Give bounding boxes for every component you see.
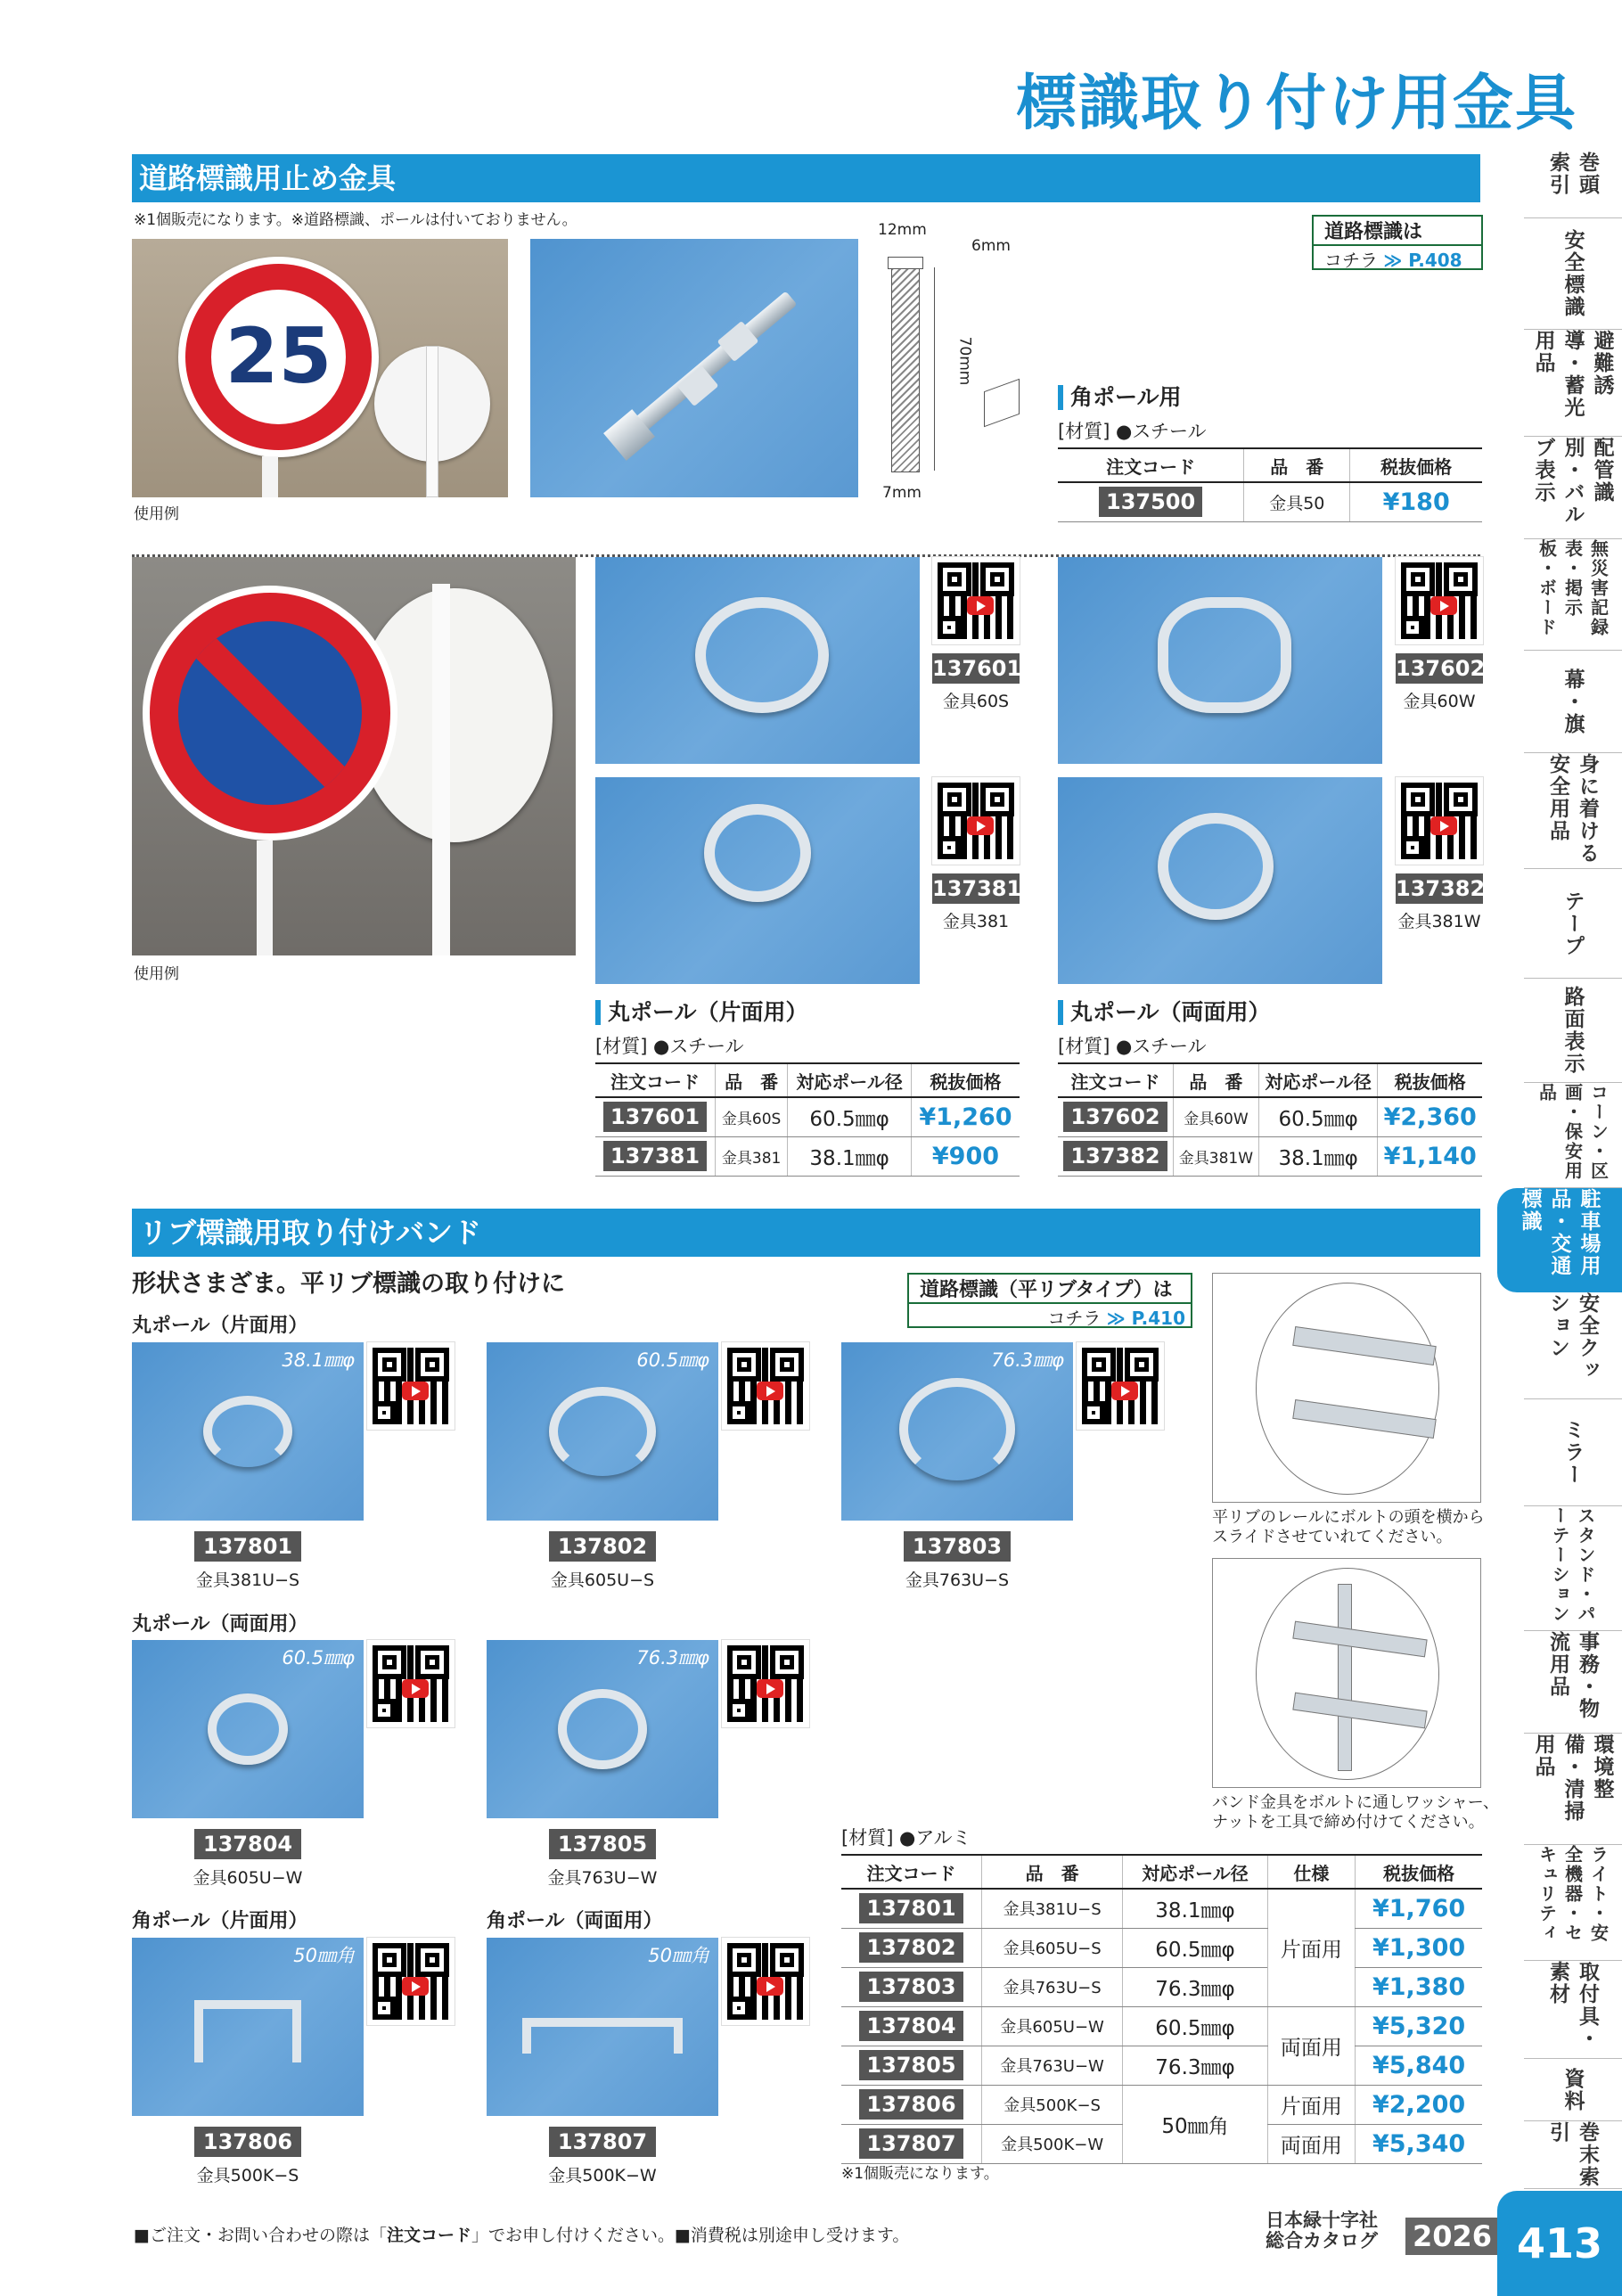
product-photo-137601 [595,557,920,764]
youtube-play-icon [1111,1382,1138,1400]
sidebar-tab[interactable]: 配管識別・バルブ表示 [1524,437,1622,539]
dim-70mm: 70mm [955,336,974,386]
round-double-material: [材質] ●スチール [1058,1036,1207,1057]
product-code: 137806 [194,2127,301,2157]
product-code: 137801 [194,1531,301,1562]
product-photo-137602 [1058,557,1382,764]
sidebar-tab[interactable]: 避難誘導・蓄光用品 [1524,330,1622,437]
product-name: 金具381 [942,912,1010,931]
table-row: 137804 金具605U−W 60.5㎜φ 両面用 ¥5,320 [841,2006,1482,2046]
nut-drawing [984,379,1020,428]
bolt-drawing [891,267,920,472]
youtube-play-icon [1430,816,1457,835]
ref-prefix: コチラ [1047,1308,1102,1329]
rib-photo-137801: 38.1㎜φ [132,1342,364,1521]
qr-code-icon[interactable] [1396,777,1483,865]
group-round-single: 丸ポール（片面用） [132,1315,308,1337]
rib-photo-137805: 76.3㎜φ [487,1640,718,1818]
table-row: 137801 金具381U−S 38.1㎜φ 片面用 ¥1,760 [841,1889,1482,1928]
product-photo-137382 [1058,777,1382,984]
sale-note: ※1個販売になります。※道路標識、ポールは付いておりません。 [134,211,578,229]
rib-photo-137802: 60.5㎜φ [487,1342,718,1521]
usage-label-2: 使用例 [134,965,179,983]
rib-photo-137807: 50㎜角 [487,1938,718,2116]
bolt-photo [530,239,858,497]
section-heading-rib: リブ標識用取り付けバンド [132,1209,1480,1257]
product-name: 金具381W [1397,912,1481,931]
product-name: 金具60W [1403,692,1476,711]
sidebar-tab[interactable]: ミラー [1524,1399,1622,1506]
product-code: 137803 [904,1531,1011,1562]
ref-title: 道路標識は [1324,221,1423,243]
product-name: 金具500K−S [196,2166,299,2185]
round-single-material: [材質] ●スチール [595,1036,744,1057]
ref-link[interactable]: ≫ P.408 [1383,250,1462,271]
rib-rail-caption: 平リブのレールにボルトの頭を横から スライドさせていれてください。 [1212,1508,1485,1546]
qr-code-icon[interactable] [367,1342,455,1430]
catalog-year: 2026 [1405,2218,1499,2255]
sidebar-tab[interactable]: 駐車場用品・交通標識 [1497,1188,1622,1292]
round-double-table: 注文コード 品 番 対応ポール径 税抜価格 137602 金具60W 60.5㎜φ ¥2,360 137382 金具381W 38.1㎜φ ¥1,140 [1058,1062,1482,1177]
band-mount-caption: バンド金具をボルトに通しワッシャー、 ナットを工具で締め付けてください。 [1212,1793,1500,1832]
square-pole-material: [材質] ●スチール [1058,421,1207,442]
table-row: 137381 金具381 38.1㎜φ ¥900 [595,1136,1020,1176]
product-code: 137382 [1396,873,1483,904]
sidebar-tab[interactable]: テープ [1524,869,1622,979]
youtube-play-icon [967,596,994,615]
sign-photo [132,239,508,497]
rib-tagline: 形状さまざま。平リブ標識の取り付けに [132,1270,565,1298]
youtube-play-icon [402,1382,429,1400]
qr-code-icon[interactable] [722,1342,809,1430]
youtube-play-icon [757,1977,783,1996]
youtube-play-icon [757,1382,783,1400]
rib-photo-137803: 76.3㎜φ [841,1342,1073,1521]
page-title: 標識取り付け用金具 [1015,69,1577,139]
table-row: 137382 金具381W 38.1㎜φ ¥1,140 [1058,1136,1482,1176]
sidebar-tab[interactable]: 事務・物流用品 [1524,1631,1622,1734]
youtube-play-icon [757,1679,783,1698]
sidebar-tab[interactable]: 環境整備・清掃用品 [1524,1734,1622,1845]
section-heading-road-sign: 道路標識用止め金具 [132,154,1480,202]
group-square-single: 角ポール（片面用） [132,1910,308,1932]
page-number: 413 [1497,2191,1622,2296]
dim-12mm: 12mm [878,221,927,239]
ref-title: 道路標識（平リブタイプ）は [920,1279,1173,1301]
product-code: 137804 [194,1829,301,1859]
round-double-heading: 丸ポール（両面用） [1058,1000,1271,1025]
product-code: 137381 [932,873,1020,904]
product-code: 137601 [932,653,1020,684]
sidebar-tab[interactable]: スタンド・パーテーション [1524,1506,1622,1631]
qr-code-icon[interactable] [1396,557,1483,644]
product-name: 金具381U−S [195,1570,300,1590]
qr-code-icon[interactable] [1077,1342,1164,1430]
catalog-name: 日本緑十字社 総合カタログ [1266,2210,1378,2251]
sidebar-tab[interactable]: コーン・区画・保安用品 [1524,1083,1622,1188]
qr-code-icon[interactable] [932,557,1020,644]
dim-7mm: 7mm [882,484,922,502]
dim-6mm: 6mm [971,237,1011,255]
table-row: 137806 金具500K−S 50㎜角 片面用 ¥2,200 [841,2085,1482,2124]
table-row: 137500 金具50 ¥180 [1058,482,1482,521]
rib-photo-137806: 50㎜角 [132,1938,364,2116]
rib-price-table: 注文コード 品 番 対応ポール径 仕様 税抜価格 137801 金具381U−S 38.1㎜φ 片面用 ¥1,760 137802 金具605U−S 60.5㎜φ ¥1,300 137803 金具763U−S 76.3㎜φ ¥1,380 137804 金具605U−W 60.5㎜φ 両面用 ¥5,320 137805 金具763U−W 76.3㎜φ ¥5,840 137806 金具500K−S 50㎜角 片面用 ¥2,200 137807 金具500K−W 両面用 ¥5,340 [841,1854,1482,2164]
square-pole-table: 注文コード 品 番 税抜価格 137500 金具50 ¥180 [1058,447,1482,522]
table-row: 137805 金具763U−W 76.3㎜φ ¥5,840 [841,2046,1482,2085]
product-name: 金具763U−W [547,1868,658,1888]
sidebar-tab[interactable]: 巻頭索引 [1524,152,1622,218]
sidebar-tab[interactable]: ライト・安全機器・セキュリティ [1524,1845,1622,1961]
speed-limit-number: 25 [211,290,346,424]
rib-sale-note: ※1個販売になります。 [841,2165,999,2183]
product-photo-137381 [595,777,920,984]
round-single-table: 注文コード 品 番 対応ポール径 税抜価格 137601 金具60S 60.5㎜φ ¥1,260 137381 金具381 38.1㎜φ ¥900 [595,1062,1020,1177]
product-name: 金具605U−W [193,1868,303,1888]
table-row: 137802 金具605U−S 60.5㎜φ ¥1,300 [841,1928,1482,1967]
qr-code-icon[interactable] [722,1640,809,1727]
youtube-play-icon [967,816,994,835]
product-code: 137807 [549,2127,656,2157]
group-round-double: 丸ポール（両面用） [132,1613,308,1636]
sidebar-tab[interactable]: 安全クッション [1524,1292,1622,1399]
product-name: 金具500K−W [548,2166,657,2185]
product-code: 137802 [549,1531,656,1562]
sidebar-tab[interactable]: 取付具・素材 [1524,1961,1622,2059]
group-square-double: 角ポール（両面用） [487,1910,663,1932]
sidebar-tab[interactable]: 身に着ける安全用品 [1524,753,1622,869]
product-code: 137602 [1396,653,1483,684]
rib-rail-diagram [1212,1273,1481,1503]
square-pole-heading: 角ポール用 [1058,385,1182,410]
qr-code-icon[interactable] [367,1938,455,2025]
ref-box-rib-sign[interactable] [907,1273,1192,1328]
sidebar-tab[interactable]: 幕・旗 [1524,651,1622,753]
youtube-play-icon [402,1977,429,1996]
sidebar-tab[interactable]: 資料 [1524,2059,1622,2121]
sidebar-tab[interactable]: 巻末索引 [1524,2121,1622,2189]
product-name: 金具605U−S [550,1570,655,1590]
sidebar-tab[interactable]: 無災害記録表・掲示板・ボード [1524,539,1622,651]
table-row: 137602 金具60W 60.5㎜φ ¥2,360 [1058,1097,1482,1136]
product-code: 137805 [549,1829,656,1859]
table-row: 137803 金具763U−S 76.3㎜φ ¥1,380 [841,1967,1482,2006]
rib-material: [材質] ●アルミ [841,1827,971,1849]
bolt-head-drawing [888,257,923,269]
no-parking-sign-photo [132,557,576,955]
band-mount-diagram [1212,1558,1481,1788]
rib-photo-137804: 60.5㎜φ [132,1640,364,1818]
sidebar-tab[interactable]: 安全標識 [1524,218,1622,330]
footer-notice: ■ご注文・お問い合わせの際は「注文コード」でお申し付けください。■消費税は別途申し受けます。 [134,2226,910,2245]
ref-prefix: コチラ [1324,250,1378,271]
youtube-play-icon [1430,596,1457,615]
youtube-play-icon [402,1679,429,1698]
round-single-heading: 丸ポール（片面用） [595,1000,808,1025]
table-row: 137807 金具500K−W 両面用 ¥5,340 [841,2124,1482,2163]
table-row: 137601 金具60S 60.5㎜φ ¥1,260 [595,1097,1020,1136]
usage-label-1: 使用例 [134,505,179,523]
sidebar-tab[interactable]: 路面表示 [1524,979,1622,1083]
product-name: 金具60S [942,692,1010,711]
qr-code-icon[interactable] [722,1938,809,2025]
qr-code-icon[interactable] [367,1640,455,1727]
ref-box-road-sign[interactable] [1312,215,1483,270]
ref-link[interactable]: ≫ P.410 [1106,1308,1185,1329]
product-name: 金具763U−S [905,1570,1010,1590]
qr-code-icon[interactable] [932,777,1020,865]
